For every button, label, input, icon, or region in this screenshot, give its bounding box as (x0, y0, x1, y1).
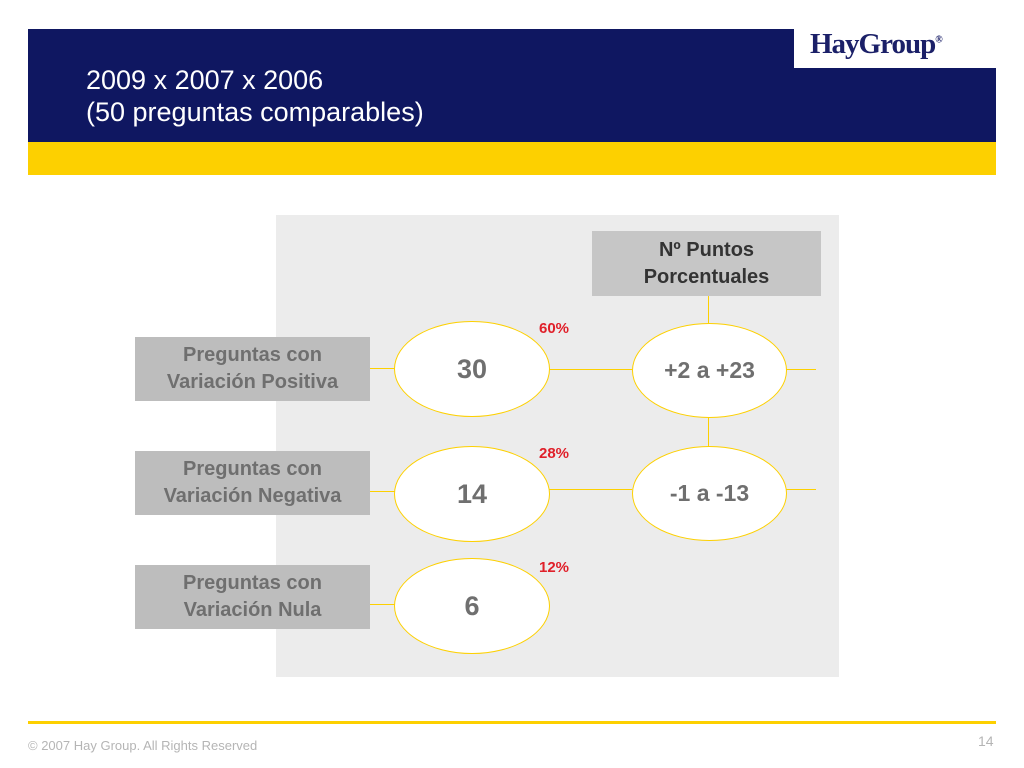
title-line-2: (50 preguntas comparables) (86, 97, 424, 127)
percent-null: 12% (539, 559, 570, 576)
row-label-negative: Preguntas con Variación Negativa (135, 451, 370, 515)
page-number: 14 (978, 733, 994, 749)
percent-negative: 28% (539, 445, 570, 462)
points-ellipse-negative: -1 a -13 (632, 446, 787, 541)
footer-divider (28, 721, 996, 724)
row-label-positive: Preguntas con Variación Positiva (135, 337, 370, 401)
connector-line (370, 491, 395, 492)
connector-line (370, 368, 395, 369)
connector-line (549, 369, 632, 370)
logo-text: HayGroup (810, 28, 936, 60)
connector-line (786, 489, 816, 490)
connector-line (786, 369, 816, 370)
title-line-1: 2009 x 2007 x 2006 (86, 65, 324, 95)
header-accent-bar (28, 142, 996, 175)
copyright-text: © 2007 Hay Group. All Rights Reserved (28, 738, 258, 753)
count-ellipse-positive: 30 (394, 321, 550, 417)
connector-line (708, 417, 709, 447)
count-ellipse-negative: 14 (394, 446, 550, 542)
row-label-null: Preguntas con Variación Nula (135, 565, 370, 629)
connector-line (708, 296, 709, 323)
points-column-header: Nº Puntos Porcentuales (592, 231, 821, 296)
points-ellipse-positive: +2 a +23 (632, 323, 787, 418)
count-ellipse-null: 6 (394, 558, 550, 654)
haygroup-logo (810, 28, 942, 61)
connector-line (370, 604, 395, 605)
slide-title (86, 64, 424, 128)
percent-positive: 60% (539, 320, 570, 337)
logo-registered-mark: ® (935, 34, 942, 46)
connector-line (549, 489, 632, 490)
